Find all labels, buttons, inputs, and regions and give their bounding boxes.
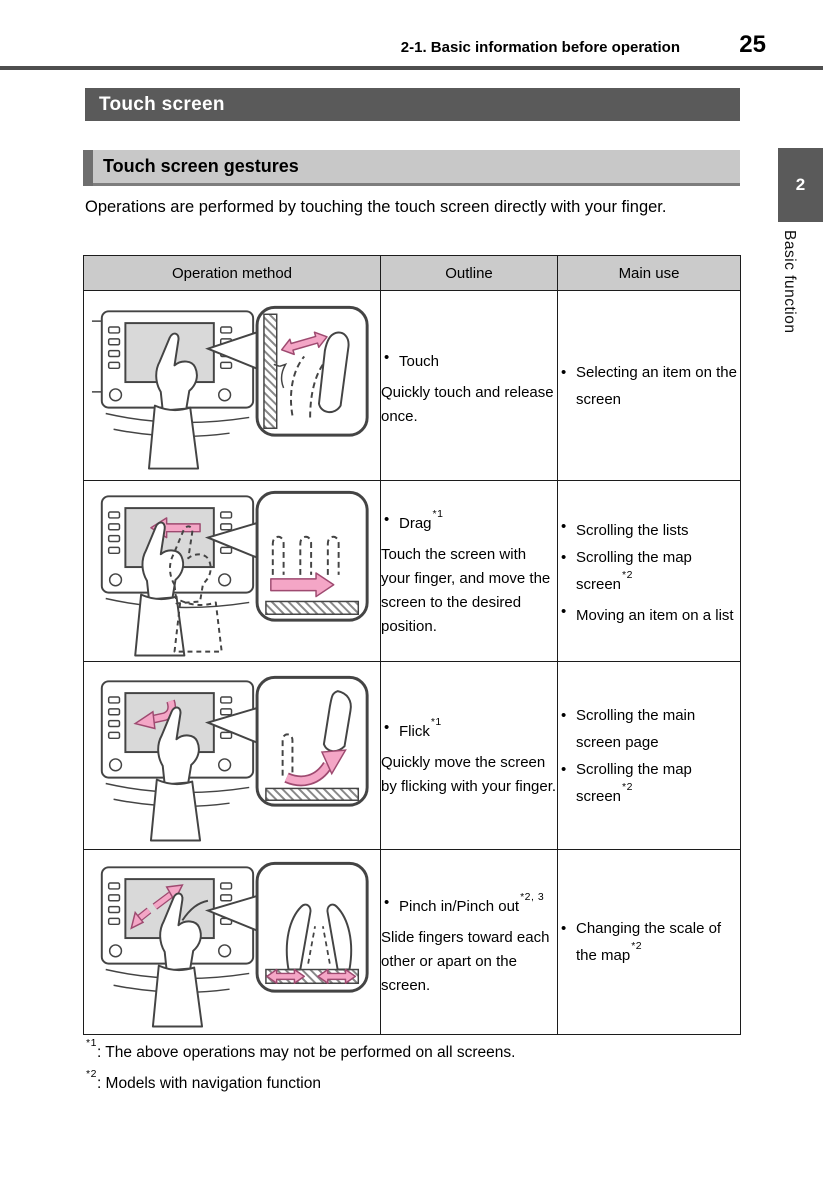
intro-paragraph: Operations are performed by touching the touch screen directly with your finger. <box>85 198 667 216</box>
main-use-item: • Scrolling the lists <box>558 515 740 542</box>
gesture-description: Slide fingers toward each other or apart on the screen. <box>381 928 550 994</box>
header-rule <box>0 66 823 70</box>
column-header-main-use: Main use <box>558 256 741 291</box>
drag-gesture-illustration <box>90 482 375 660</box>
column-header-outline: Outline <box>381 256 558 291</box>
main-use-item: • Moving an item on a list <box>558 600 740 627</box>
column-header-operation-method: Operation method <box>84 256 381 291</box>
chapter-tab: 2 <box>778 148 823 222</box>
footnote-marker: *2 <box>631 940 643 952</box>
section-header <box>83 150 740 186</box>
section-title: Touch screen gestures <box>103 156 299 176</box>
footnote-marker: *2 <box>622 569 633 581</box>
table-row-pinch <box>84 850 741 1035</box>
outline-cell <box>381 662 558 850</box>
page-number: 25 <box>739 31 766 58</box>
touch-gesture-illustration <box>90 297 375 475</box>
main-use-cell <box>558 662 741 850</box>
breadcrumb: 2-1. Basic information before operation <box>400 39 680 56</box>
gesture-description: Quickly move the screen by flicking with your finger. <box>381 754 557 795</box>
chapter-label: Basic function <box>781 230 798 334</box>
page-title: Touch screen <box>85 88 740 121</box>
main-use-item: • Scrolling the map screen$^{*2}$ <box>558 546 740 596</box>
main-use-item: • Selecting an item on the screen <box>558 361 740 411</box>
gesture-description: Touch the screen with your finger, and move the screen to the desired position. <box>381 545 551 635</box>
footnote-2: $^{*2}$: Models with navigation function <box>86 1068 321 1093</box>
footnote-marker: *2 <box>622 780 633 793</box>
flick-gesture-illustration <box>90 667 375 845</box>
main-use-item: • Scrolling the main screen page <box>558 704 740 754</box>
gesture-name: • Touch <box>381 346 557 373</box>
table-header-row <box>84 256 741 291</box>
operation-method-cell <box>84 850 381 1035</box>
operation-method-cell <box>84 662 381 850</box>
gesture-name: • Pinch in/Pinch out$^{*2, 3}$ <box>381 891 557 918</box>
main-use-cell <box>558 850 741 1035</box>
table-row-flick <box>84 662 741 850</box>
gesture-description: Quickly touch and release once. <box>381 384 554 425</box>
footnote-marker: *1 <box>430 716 442 728</box>
operation-method-cell <box>84 481 381 662</box>
main-use-item: • Changing the scale of the map$^{*2}$ <box>558 917 740 967</box>
gesture-name: • Drag$^{*1}$ <box>381 508 557 535</box>
table-row-drag <box>84 481 741 662</box>
footnote-1: $^{*1}$: The above operations may not be performed on all screens. <box>86 1037 516 1062</box>
outline-cell <box>381 850 558 1035</box>
footnote-marker: *2, 3 <box>520 890 545 903</box>
section-accent-bar <box>83 150 93 186</box>
operation-method-cell <box>84 291 381 481</box>
gestures-table <box>83 255 741 1035</box>
footnote-marker: *1 <box>432 507 444 520</box>
outline-cell <box>381 481 558 662</box>
outline-cell <box>381 291 558 481</box>
main-use-item: • Scrolling the map screen$^{*2}$ <box>558 758 740 808</box>
pinch-gesture-illustration <box>90 853 375 1031</box>
table-row-touch <box>84 291 741 481</box>
main-use-cell <box>558 481 741 662</box>
gesture-name: • Flick$^{*1}$ <box>381 716 557 743</box>
main-use-cell <box>558 291 741 481</box>
